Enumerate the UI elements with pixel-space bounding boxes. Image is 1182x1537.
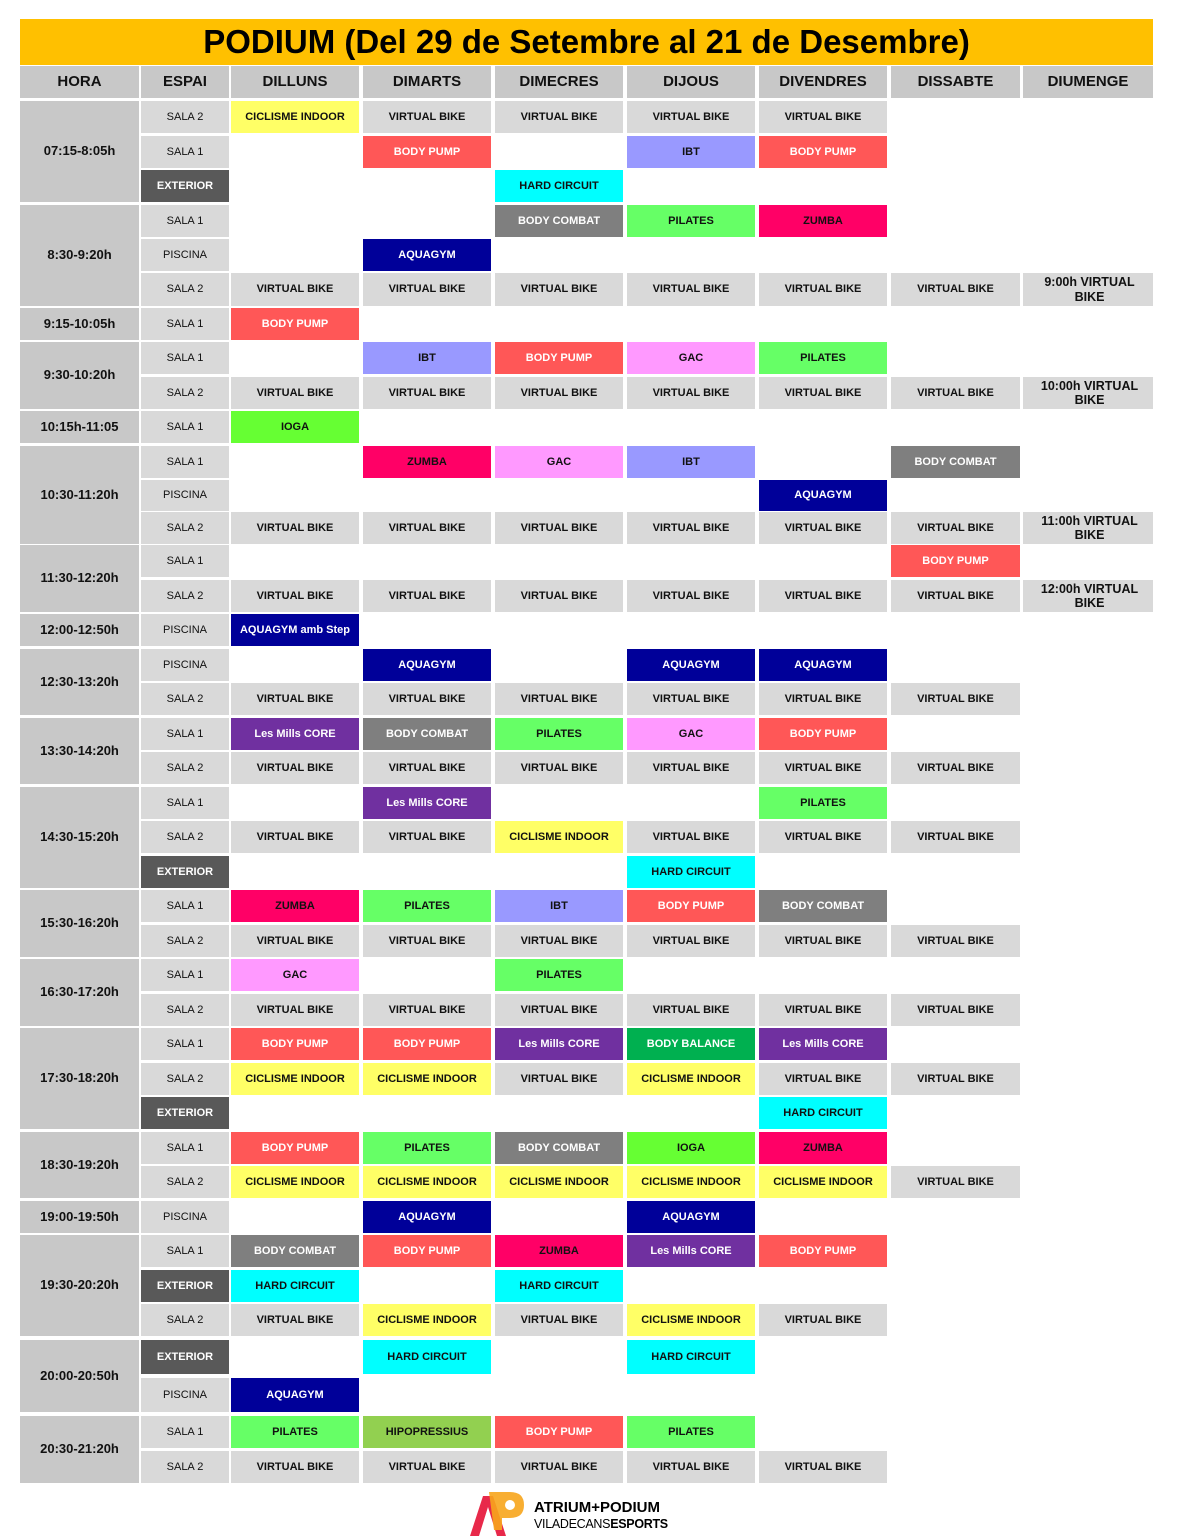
space-label: SALA 2: [141, 1166, 229, 1198]
time-slot: 13:30-14:20h: [20, 718, 139, 784]
class-entry[interactable]: BODY COMBAT: [759, 890, 887, 922]
space-label: EXTERIOR: [141, 170, 229, 202]
class-entry[interactable]: VIRTUAL BIKE: [495, 377, 623, 409]
class-entry[interactable]: VIRTUAL BIKE: [363, 377, 491, 409]
class-entry[interactable]: VIRTUAL BIKE: [759, 377, 887, 409]
class-entry[interactable]: IBT: [627, 446, 755, 478]
class-entry[interactable]: VIRTUAL BIKE: [759, 1063, 887, 1095]
time-slot: 9:30-10:20h: [20, 342, 139, 409]
class-entry[interactable]: VIRTUAL BIKE: [759, 683, 887, 715]
class-entry[interactable]: VIRTUAL BIKE: [627, 1451, 755, 1483]
class-entry[interactable]: Les Mills CORE: [759, 1028, 887, 1060]
class-entry[interactable]: VIRTUAL BIKE: [495, 101, 623, 133]
class-entry[interactable]: AQUAGYM: [363, 1201, 491, 1233]
class-entry[interactable]: Les Mills CORE: [627, 1235, 755, 1267]
time-slot: 12:00-12:50h: [20, 614, 139, 646]
class-entry[interactable]: BODY BALANCE: [627, 1028, 755, 1060]
class-entry[interactable]: 11:00h VIRTUAL BIKE: [1023, 512, 1153, 544]
class-entry[interactable]: ZUMBA: [759, 1132, 887, 1164]
class-entry[interactable]: VIRTUAL BIKE: [627, 994, 755, 1026]
class-entry[interactable]: PILATES: [495, 718, 623, 750]
class-entry[interactable]: VIRTUAL BIKE: [363, 273, 491, 306]
class-entry[interactable]: BODY PUMP: [363, 1235, 491, 1267]
class-entry[interactable]: BODY PUMP: [231, 1028, 359, 1060]
class-entry[interactable]: IBT: [627, 136, 755, 168]
class-entry[interactable]: IBT: [363, 342, 491, 374]
space-label: SALA 1: [141, 342, 229, 374]
space-label: EXTERIOR: [141, 1097, 229, 1129]
class-entry[interactable]: CICLISME INDOOR: [495, 1166, 623, 1198]
class-entry[interactable]: ZUMBA: [495, 1235, 623, 1267]
class-entry[interactable]: VIRTUAL BIKE: [627, 377, 755, 409]
class-entry[interactable]: CICLISME INDOOR: [627, 1166, 755, 1198]
column-header: DIMECRES: [495, 66, 623, 98]
space-label: PISCINA: [141, 1201, 229, 1233]
class-entry[interactable]: BODY PUMP: [891, 545, 1020, 577]
space-label: PISCINA: [141, 649, 229, 681]
class-entry[interactable]: VIRTUAL BIKE: [627, 580, 755, 612]
footer-sub-b: ESPORTS: [610, 1517, 668, 1531]
class-entry[interactable]: VIRTUAL BIKE: [363, 752, 491, 784]
class-entry[interactable]: AQUAGYM: [759, 649, 887, 681]
class-entry[interactable]: VIRTUAL BIKE: [891, 512, 1020, 544]
class-entry[interactable]: CICLISME INDOOR: [363, 1304, 491, 1336]
class-entry[interactable]: PILATES: [363, 1132, 491, 1164]
space-label: SALA 2: [141, 1304, 229, 1336]
class-entry[interactable]: VIRTUAL BIKE: [891, 925, 1020, 957]
class-entry[interactable]: VIRTUAL BIKE: [891, 752, 1020, 784]
class-entry[interactable]: VIRTUAL BIKE: [627, 683, 755, 715]
class-entry[interactable]: VIRTUAL BIKE: [891, 1166, 1020, 1198]
class-entry[interactable]: VIRTUAL BIKE: [363, 821, 491, 853]
space-label: SALA 1: [141, 1028, 229, 1060]
space-label: SALA 1: [141, 308, 229, 340]
class-entry[interactable]: CICLISME INDOOR: [759, 1166, 887, 1198]
class-entry[interactable]: 10:00h VIRTUAL BIKE: [1023, 377, 1153, 409]
space-label: SALA 1: [141, 205, 229, 237]
class-entry[interactable]: Les Mills CORE: [495, 1028, 623, 1060]
class-entry[interactable]: HARD CIRCUIT: [759, 1097, 887, 1129]
time-slot: 20:30-21:20h: [20, 1416, 139, 1483]
class-entry[interactable]: PILATES: [759, 787, 887, 819]
class-entry[interactable]: GAC: [231, 959, 359, 991]
class-entry[interactable]: VIRTUAL BIKE: [363, 925, 491, 957]
time-slot: 16:30-17:20h: [20, 959, 139, 1026]
class-entry[interactable]: HIPOPRESSIUS: [363, 1416, 491, 1448]
space-label: SALA 2: [141, 101, 229, 133]
class-entry[interactable]: VIRTUAL BIKE: [495, 752, 623, 784]
class-entry[interactable]: VIRTUAL BIKE: [231, 752, 359, 784]
class-entry[interactable]: AQUAGYM: [627, 1201, 755, 1233]
class-entry[interactable]: BODY PUMP: [759, 718, 887, 750]
class-entry[interactable]: VIRTUAL BIKE: [231, 994, 359, 1026]
time-slot: 17:30-18:20h: [20, 1028, 139, 1129]
time-slot: 9:15-10:05h: [20, 308, 139, 340]
class-entry[interactable]: VIRTUAL BIKE: [627, 821, 755, 853]
space-label: SALA 2: [141, 752, 229, 784]
space-label: SALA 1: [141, 545, 229, 577]
space-label: PISCINA: [141, 1378, 229, 1412]
class-entry[interactable]: GAC: [627, 718, 755, 750]
class-entry[interactable]: Les Mills CORE: [231, 718, 359, 750]
class-entry[interactable]: HARD CIRCUIT: [627, 1340, 755, 1374]
class-entry[interactable]: VIRTUAL BIKE: [759, 580, 887, 612]
class-entry[interactable]: VIRTUAL BIKE: [231, 580, 359, 612]
class-entry[interactable]: VIRTUAL BIKE: [627, 273, 755, 306]
class-entry[interactable]: ZUMBA: [231, 890, 359, 922]
column-header: ESPAI: [141, 66, 229, 98]
class-entry[interactable]: GAC: [627, 342, 755, 374]
class-entry[interactable]: VIRTUAL BIKE: [231, 821, 359, 853]
class-entry[interactable]: VIRTUAL BIKE: [495, 512, 623, 544]
time-slot: 15:30-16:20h: [20, 890, 139, 957]
class-entry[interactable]: PILATES: [627, 205, 755, 237]
class-entry[interactable]: BODY PUMP: [759, 136, 887, 168]
space-label: EXTERIOR: [141, 1340, 229, 1374]
time-slot: 12:30-13:20h: [20, 649, 139, 715]
class-entry[interactable]: VIRTUAL BIKE: [231, 1451, 359, 1483]
class-entry[interactable]: HARD CIRCUIT: [363, 1340, 491, 1374]
class-entry[interactable]: CICLISME INDOOR: [627, 1304, 755, 1336]
column-header: DIVENDRES: [759, 66, 887, 98]
class-entry[interactable]: VIRTUAL BIKE: [891, 821, 1020, 853]
time-slot: 14:30-15:20h: [20, 787, 139, 888]
column-header: DIJOUS: [627, 66, 755, 98]
space-label: SALA 1: [141, 1132, 229, 1164]
class-entry[interactable]: BODY PUMP: [495, 1416, 623, 1448]
class-entry[interactable]: BODY PUMP: [231, 1132, 359, 1164]
class-entry[interactable]: VIRTUAL BIKE: [627, 101, 755, 133]
class-entry[interactable]: 9:00h VIRTUAL BIKE: [1023, 273, 1153, 306]
class-entry[interactable]: VIRTUAL BIKE: [759, 821, 887, 853]
class-entry[interactable]: HARD CIRCUIT: [495, 1270, 623, 1302]
time-slot: 8:30-9:20h: [20, 205, 139, 306]
space-label: SALA 1: [141, 411, 229, 443]
class-entry[interactable]: VIRTUAL BIKE: [231, 1304, 359, 1336]
class-entry[interactable]: PILATES: [231, 1416, 359, 1448]
column-header: DILLUNS: [231, 66, 359, 98]
class-entry[interactable]: VIRTUAL BIKE: [495, 1304, 623, 1336]
class-entry[interactable]: VIRTUAL BIKE: [759, 1304, 887, 1336]
class-entry[interactable]: VIRTUAL BIKE: [363, 1451, 491, 1483]
space-label: SALA 2: [141, 377, 229, 409]
class-entry[interactable]: PILATES: [363, 890, 491, 922]
space-label: SALA 1: [141, 718, 229, 750]
column-header: DISSABTE: [891, 66, 1020, 98]
space-label: SALA 2: [141, 994, 229, 1026]
class-entry[interactable]: VIRTUAL BIKE: [363, 580, 491, 612]
class-entry[interactable]: IOGA: [231, 411, 359, 443]
class-entry[interactable]: AQUAGYM: [759, 480, 887, 511]
space-label: SALA 1: [141, 1235, 229, 1267]
space-label: SALA 1: [141, 136, 229, 168]
class-entry[interactable]: BODY COMBAT: [363, 718, 491, 750]
class-entry[interactable]: AQUAGYM: [363, 649, 491, 681]
class-entry[interactable]: VIRTUAL BIKE: [495, 580, 623, 612]
class-entry[interactable]: CICLISME INDOOR: [627, 1063, 755, 1095]
class-entry[interactable]: VIRTUAL BIKE: [495, 994, 623, 1026]
class-entry[interactable]: AQUAGYM: [363, 239, 491, 271]
space-label: SALA 2: [141, 1063, 229, 1095]
class-entry[interactable]: PILATES: [759, 342, 887, 374]
class-entry[interactable]: VIRTUAL BIKE: [231, 512, 359, 544]
space-label: SALA 2: [141, 1451, 229, 1483]
class-entry[interactable]: VIRTUAL BIKE: [363, 994, 491, 1026]
class-entry[interactable]: VIRTUAL BIKE: [627, 512, 755, 544]
class-entry[interactable]: BODY COMBAT: [495, 205, 623, 237]
class-entry[interactable]: CICLISME INDOOR: [231, 1166, 359, 1198]
class-entry[interactable]: VIRTUAL BIKE: [891, 994, 1020, 1026]
class-entry[interactable]: VIRTUAL BIKE: [891, 580, 1020, 612]
time-slot: 19:00-19:50h: [20, 1201, 139, 1233]
space-label: SALA 2: [141, 821, 229, 853]
class-entry[interactable]: VIRTUAL BIKE: [495, 1451, 623, 1483]
class-entry[interactable]: PILATES: [495, 959, 623, 991]
time-slot: 10:30-11:20h: [20, 446, 139, 544]
time-slot: 18:30-19:20h: [20, 1132, 139, 1198]
footer-sub: [534, 1517, 668, 1531]
space-label: SALA 2: [141, 925, 229, 957]
atrium-podium-logo-icon: [466, 1490, 528, 1536]
space-label: SALA 1: [141, 446, 229, 478]
class-entry[interactable]: VIRTUAL BIKE: [627, 925, 755, 957]
class-entry[interactable]: BODY PUMP: [231, 308, 359, 340]
class-entry[interactable]: BODY PUMP: [363, 1028, 491, 1060]
class-entry[interactable]: VIRTUAL BIKE: [759, 101, 887, 133]
class-entry[interactable]: VIRTUAL BIKE: [759, 925, 887, 957]
space-label: EXTERIOR: [141, 856, 229, 888]
class-entry[interactable]: VIRTUAL BIKE: [231, 377, 359, 409]
class-entry[interactable]: VIRTUAL BIKE: [363, 512, 491, 544]
class-entry[interactable]: CICLISME INDOOR: [495, 821, 623, 853]
class-entry[interactable]: VIRTUAL BIKE: [891, 683, 1020, 715]
class-entry[interactable]: VIRTUAL BIKE: [891, 273, 1020, 306]
class-entry[interactable]: AQUAGYM amb Step: [231, 614, 359, 646]
space-label: SALA 1: [141, 1416, 229, 1448]
class-entry[interactable]: BODY PUMP: [759, 1235, 887, 1267]
class-entry[interactable]: Les Mills CORE: [363, 787, 491, 819]
class-entry[interactable]: GAC: [495, 446, 623, 478]
class-entry[interactable]: BODY PUMP: [363, 136, 491, 168]
class-entry[interactable]: VIRTUAL BIKE: [495, 925, 623, 957]
page-title: PODIUM (Del 29 de Setembre al 21 de Desembre): [20, 19, 1153, 65]
class-entry[interactable]: AQUAGYM: [627, 649, 755, 681]
class-entry[interactable]: BODY PUMP: [495, 342, 623, 374]
class-entry[interactable]: VIRTUAL BIKE: [627, 752, 755, 784]
class-entry[interactable]: ZUMBA: [759, 205, 887, 237]
time-slot: 11:30-12:20h: [20, 545, 139, 612]
class-entry[interactable]: VIRTUAL BIKE: [363, 101, 491, 133]
class-entry[interactable]: VIRTUAL BIKE: [231, 273, 359, 306]
class-entry[interactable]: VIRTUAL BIKE: [759, 752, 887, 784]
footer-sub-a: VILADECANS: [534, 1517, 611, 1531]
class-entry[interactable]: VIRTUAL BIKE: [363, 683, 491, 715]
footer-logo: [466, 1490, 666, 1536]
class-entry[interactable]: HARD CIRCUIT: [495, 170, 623, 202]
class-entry[interactable]: VIRTUAL BIKE: [759, 273, 887, 306]
class-entry[interactable]: PILATES: [627, 1416, 755, 1448]
class-entry[interactable]: VIRTUAL BIKE: [891, 377, 1020, 409]
class-entry[interactable]: CICLISME INDOOR: [363, 1063, 491, 1095]
class-entry[interactable]: BODY COMBAT: [495, 1132, 623, 1164]
class-entry[interactable]: HARD CIRCUIT: [231, 1270, 359, 1302]
class-entry[interactable]: CICLISME INDOOR: [231, 1063, 359, 1095]
space-label: SALA 2: [141, 683, 229, 715]
column-header: DIUMENGE: [1023, 66, 1153, 98]
class-entry[interactable]: VIRTUAL BIKE: [759, 994, 887, 1026]
column-header: HORA: [20, 66, 139, 98]
time-slot: 07:15-8:05h: [20, 101, 139, 202]
space-label: SALA 2: [141, 273, 229, 306]
class-entry[interactable]: BODY COMBAT: [891, 446, 1020, 478]
class-entry[interactable]: ZUMBA: [363, 446, 491, 478]
space-label: SALA 2: [141, 512, 229, 544]
class-entry[interactable]: BODY PUMP: [627, 890, 755, 922]
class-entry[interactable]: VIRTUAL BIKE: [495, 683, 623, 715]
class-entry[interactable]: HARD CIRCUIT: [627, 856, 755, 888]
space-label: SALA 1: [141, 959, 229, 991]
time-slot: 19:30-20:20h: [20, 1235, 139, 1336]
space-label: SALA 2: [141, 580, 229, 612]
class-entry[interactable]: CICLISME INDOOR: [363, 1166, 491, 1198]
class-entry[interactable]: CICLISME INDOOR: [231, 101, 359, 133]
space-label: PISCINA: [141, 480, 229, 511]
class-entry[interactable]: VIRTUAL BIKE: [495, 273, 623, 306]
space-label: PISCINA: [141, 614, 229, 646]
class-entry[interactable]: VIRTUAL BIKE: [495, 1063, 623, 1095]
space-label: EXTERIOR: [141, 1270, 229, 1302]
space-label: SALA 1: [141, 890, 229, 922]
space-label: SALA 1: [141, 787, 229, 819]
class-entry[interactable]: VIRTUAL BIKE: [231, 925, 359, 957]
class-entry[interactable]: VIRTUAL BIKE: [231, 683, 359, 715]
class-entry[interactable]: IOGA: [627, 1132, 755, 1164]
class-entry[interactable]: 12:00h VIRTUAL BIKE: [1023, 580, 1153, 612]
column-header: DIMARTS: [363, 66, 491, 98]
class-entry[interactable]: VIRTUAL BIKE: [759, 1451, 887, 1483]
class-entry[interactable]: IBT: [495, 890, 623, 922]
class-entry[interactable]: BODY COMBAT: [231, 1235, 359, 1267]
class-entry[interactable]: AQUAGYM: [231, 1378, 359, 1412]
time-slot: 10:15h-11:05: [20, 411, 139, 443]
class-entry[interactable]: VIRTUAL BIKE: [891, 1063, 1020, 1095]
footer-brand: ATRIUM+PODIUM: [534, 1499, 660, 1516]
time-slot: 20:00-20:50h: [20, 1340, 139, 1412]
class-entry[interactable]: VIRTUAL BIKE: [759, 512, 887, 544]
space-label: PISCINA: [141, 239, 229, 271]
